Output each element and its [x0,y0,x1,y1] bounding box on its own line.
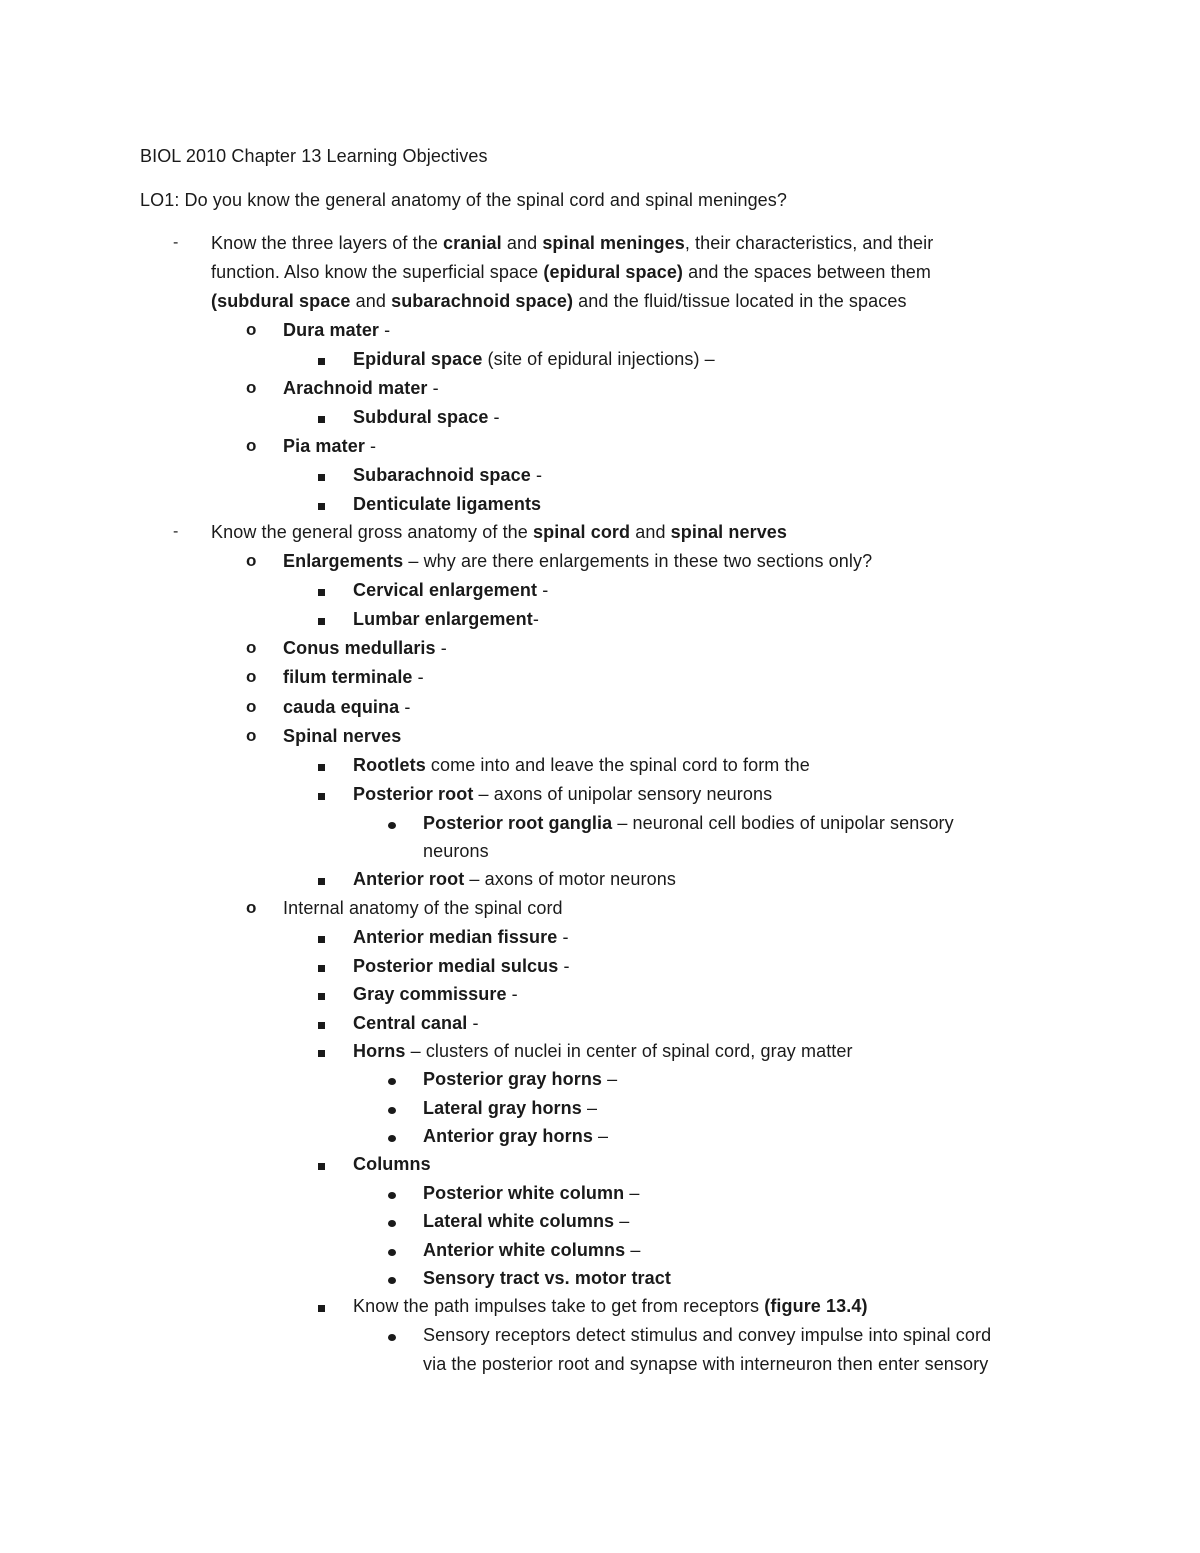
bold-term: Anterior root [353,869,465,889]
square-bullet-icon [318,347,325,371]
outline-item [423,1323,991,1347]
text-run: - [530,465,543,485]
text-run: – [614,1211,630,1231]
text-run: and [501,233,543,253]
text-run: - [399,697,411,717]
circle-bullet-icon: o [246,320,257,339]
bold-term: spinal cord [533,522,631,542]
outline-item [353,782,772,806]
circle-bullet-icon: o [246,638,257,657]
outline-item [353,1152,431,1176]
outline-item [353,1294,868,1318]
bold-term: Subarachnoid space [353,465,531,485]
text-run: Sensory receptors detect stimulus and convey impulse into spinal cord [423,1325,992,1345]
bold-term: Horns [353,1041,406,1061]
outline-item [423,1352,988,1376]
outline-item [283,549,872,573]
text-run: come into and leave the spinal cord to form the [425,755,810,775]
dot-bullet-icon [388,1181,396,1205]
dot-bullet-icon [388,1124,396,1148]
outline-item [353,1011,479,1035]
text-run: – [581,1098,598,1118]
bold-term: Central canal [353,1013,468,1033]
outline-item [353,492,541,516]
text-run: – [602,1069,618,1089]
text-run: - [537,580,549,600]
bold-term: Posterior medial sulcus [353,956,559,976]
text-run: Know the path impulses take to get from receptors [353,1296,765,1316]
outline-item [211,231,933,255]
text-run: - [558,956,570,976]
text-run: - [532,609,539,629]
circle-bullet-icon: o [246,898,257,917]
dot-bullet-icon [388,811,396,835]
outline-item [283,434,376,458]
dot-bullet-icon [388,1266,396,1290]
outline-item [353,578,548,602]
bold-term: (figure 13.4) [764,1296,868,1316]
text-run: – axons of motor neurons [464,869,676,889]
outline-item [423,1266,671,1290]
outline-item [353,463,542,487]
bold-term: filum terminale [283,667,413,687]
outline-item [211,520,787,544]
bold-term: Conus medullaris [283,638,436,658]
outline-item [283,636,447,660]
outline-item [283,896,563,920]
outline-item [423,1238,640,1262]
text-run: - [427,378,439,398]
text-run: – neuronal cell bodies of unipolar sensory [612,813,954,833]
bold-term: Anterior white columns [423,1240,626,1260]
outline-item [353,753,810,777]
bold-term: subarachnoid space) [391,291,574,311]
outline-item [283,318,390,342]
text-run: - [364,436,377,456]
bold-term: Lateral gray horns [423,1098,582,1118]
bold-term: Anterior median fissure [353,927,558,947]
bold-term: Cervical enlargement [353,580,538,600]
bold-term: Enlargements [283,551,404,571]
outline-item [353,1039,853,1063]
square-bullet-icon [318,1011,325,1035]
text-run: and [630,522,671,542]
bold-term: Denticulate ligaments [353,494,542,514]
outline-item [423,811,954,835]
bold-term: Posterior gray horns [423,1069,603,1089]
text-run: - [435,638,447,658]
dot-bullet-icon [388,1238,396,1262]
circle-bullet-icon: o [246,436,257,455]
text-run: and the spaces between them [683,262,932,282]
square-bullet-icon [318,782,325,806]
outline-item [423,1067,617,1091]
dot-bullet-icon [388,1067,396,1091]
outline-item [211,260,931,284]
text-run: – [592,1126,609,1146]
text-run: (site of epidural injections) – [482,349,715,369]
square-bullet-icon [318,982,325,1006]
bold-term: Posterior root [353,784,474,804]
square-bullet-icon [318,607,325,631]
text-run: - [506,984,518,1004]
outline-item [423,1181,639,1205]
square-bullet-icon [318,925,325,949]
circle-bullet-icon: o [246,667,257,686]
bold-term: Rootlets [353,755,426,775]
text-run: Internal anatomy of the spinal cord [283,898,563,918]
outline-item [353,607,539,631]
outline-item [283,376,439,400]
bold-term: Lumbar enlargement [353,609,533,629]
lo1-heading: LO1: Do you know the general anatomy of the spinal cord and spinal meninges? [140,190,787,210]
bold-term: Columns [353,1154,431,1174]
text-run: – why are there enlargements in these two sections only? [403,551,873,571]
text-run: Know the three layers of the [211,233,444,253]
circle-bullet-icon: o [246,697,257,716]
bold-term: Subdural space [353,407,489,427]
dot-bullet-icon [388,1096,396,1120]
text-run: Know the general gross anatomy of the [211,522,533,542]
outline-item [423,1124,608,1148]
dot-bullet-icon [388,1323,396,1347]
bold-term: Lateral white columns [423,1211,615,1231]
outline-item [423,839,489,863]
bold-term: Epidural space [353,349,483,369]
bold-term: cauda equina [283,697,400,717]
bold-term: Posterior white column [423,1183,625,1203]
text-run: neurons [423,841,489,861]
circle-bullet-icon: o [246,378,257,397]
text-run: and the fluid/tissue located in the spaces [573,291,907,311]
outline-item [353,405,500,429]
outline-item [283,695,410,719]
square-bullet-icon [318,405,325,429]
text-run: , their characteristics, and their [684,233,934,253]
dash-bullet-icon: - [173,523,179,540]
text-run: - [412,667,424,687]
bold-term: (epidural space) [543,262,684,282]
circle-bullet-icon: o [246,551,257,570]
outline-item [353,347,715,371]
circle-bullet-icon: o [246,726,257,745]
text-run: – axons of unipolar sensory neurons [473,784,773,804]
outline-item [353,982,518,1006]
outline-item [423,1209,629,1233]
bold-term: spinal nerves [670,522,788,542]
outline-item [211,289,907,313]
square-bullet-icon [318,954,325,978]
outline-item [283,724,401,748]
bold-term: Dura mater [283,320,380,340]
square-bullet-icon [318,1294,325,1318]
dot-bullet-icon [388,1209,396,1233]
bold-term: Spinal nerves [283,726,402,746]
text-run: - [467,1013,479,1033]
square-bullet-icon [318,1039,325,1063]
text-run: function. Also know the superficial space [211,262,544,282]
document-title: BIOL 2010 Chapter 13 Learning Objectives [140,146,488,166]
text-run: - [379,320,391,340]
text-run: - [488,407,500,427]
bold-term: spinal meninges [542,233,685,253]
outline-item [423,1096,597,1120]
bold-term: Sensory tract vs. motor tract [423,1268,671,1288]
bold-term: Arachnoid mater [283,378,428,398]
bold-term: (subdural space [211,291,351,311]
bold-term: Anterior gray horns [423,1126,593,1146]
bold-term: Gray commissure [353,984,507,1004]
dash-bullet-icon: - [173,234,179,251]
outline-item [353,867,676,891]
square-bullet-icon [318,753,325,777]
bold-term: Pia mater [283,436,365,456]
bold-term: Posterior root ganglia [423,813,613,833]
square-bullet-icon [318,1152,325,1176]
outline-item [353,954,570,978]
square-bullet-icon [318,867,325,891]
square-bullet-icon [318,578,325,602]
text-run: via the posterior root and synapse with interneuron then enter sensory [423,1354,989,1374]
text-run: - [557,927,569,947]
bold-term: cranial [443,233,502,253]
text-run: and [350,291,392,311]
text-run: – clusters of nuclei in center of spinal cord, gray matter [405,1041,853,1061]
outline-item [353,925,569,949]
square-bullet-icon [318,463,325,487]
square-bullet-icon [318,492,325,516]
outline-item [283,665,424,689]
text-run: – [625,1240,641,1260]
text-run: – [624,1183,640,1203]
